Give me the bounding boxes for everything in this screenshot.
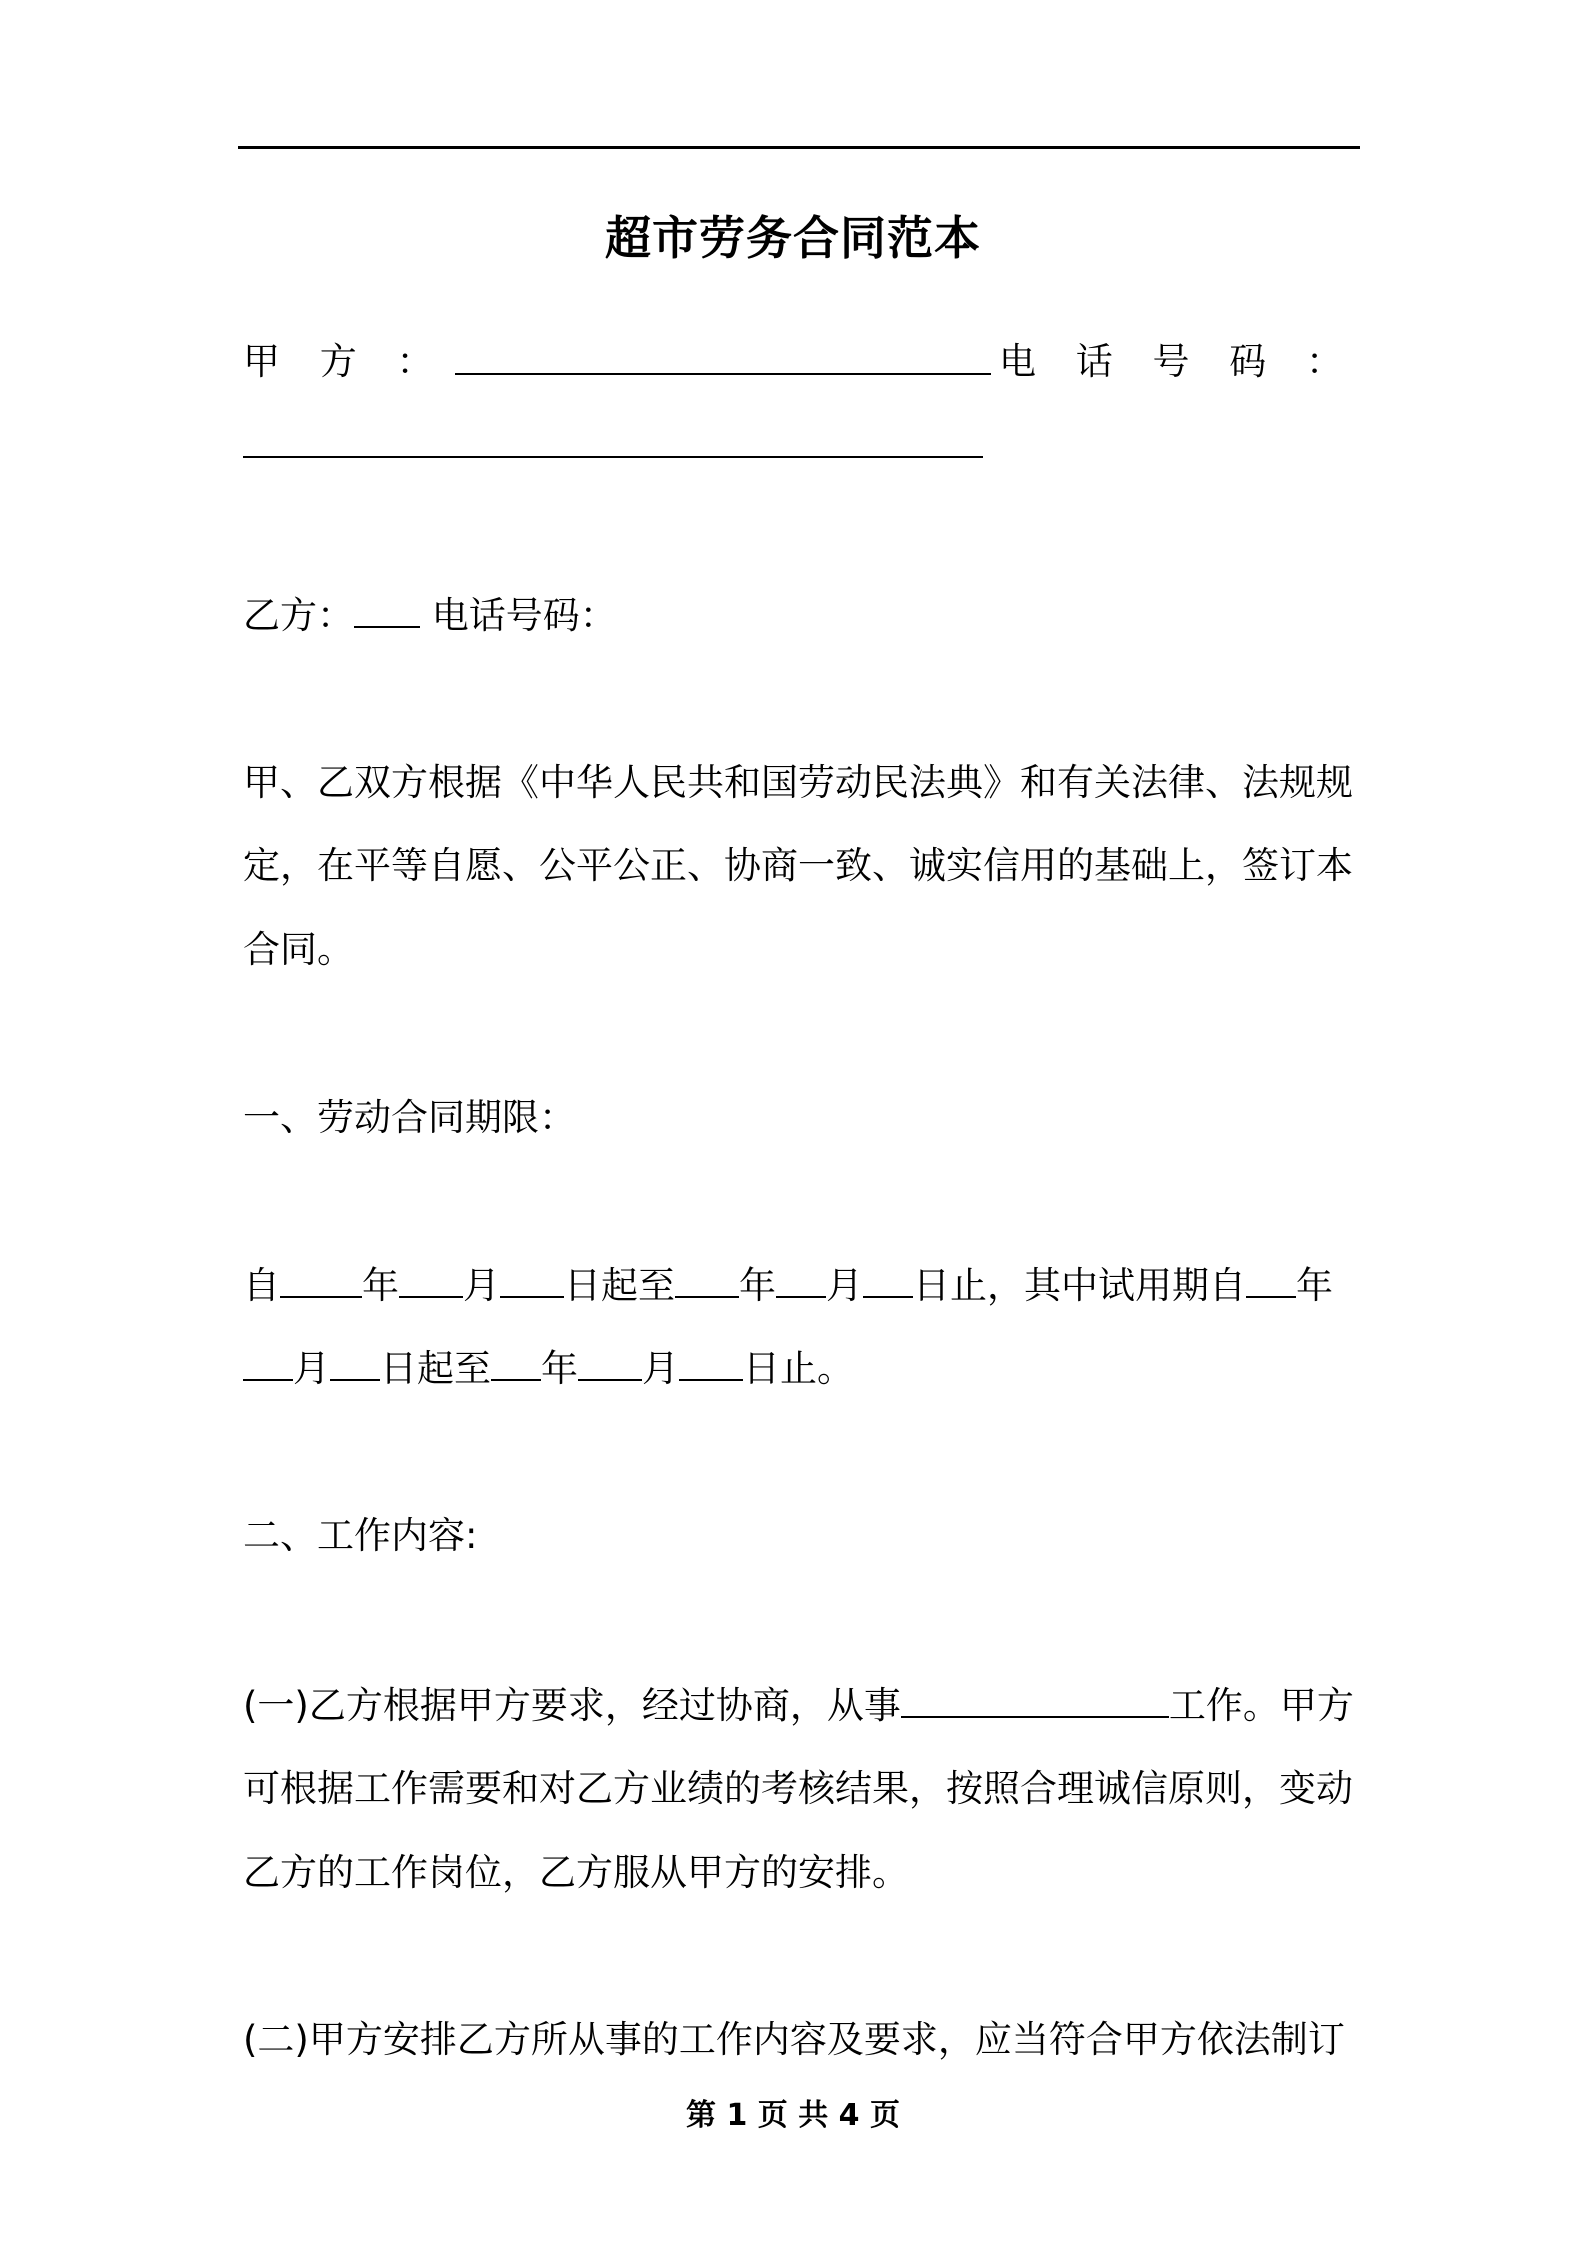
term-text: 月 xyxy=(826,1264,863,1307)
work-text: (一)乙方根据甲方要求，经过协商，从事 xyxy=(243,1684,901,1727)
section1-heading: 一、劳动合同期限： xyxy=(243,1096,576,1139)
probation-end-day-blank[interactable] xyxy=(679,1343,743,1381)
party-a-phone-blank[interactable] xyxy=(243,420,983,458)
probation-end-month-blank[interactable] xyxy=(578,1343,642,1381)
end-month-blank[interactable] xyxy=(776,1260,826,1298)
probation-start-month-blank[interactable] xyxy=(243,1343,293,1381)
start-year-blank[interactable] xyxy=(280,1260,362,1298)
intro-line-2: 定，在平等自愿、公平公正、协商一致、诚实信用的基础上，签订本 xyxy=(243,844,1353,887)
term-text: 日止。 xyxy=(743,1347,854,1390)
party-a-label: 甲 方 ： xyxy=(243,340,448,383)
party-b-line xyxy=(243,590,617,641)
work-item1-line-2: 可根据工作需要和对乙方业绩的考核结果，按照合理诚信原则，变动 xyxy=(243,1767,1353,1810)
job-blank[interactable] xyxy=(901,1680,1169,1718)
party-b-phone-label: 电话号码： xyxy=(431,594,617,637)
term-text: 月 xyxy=(293,1347,330,1390)
end-day-blank[interactable] xyxy=(863,1260,913,1298)
term-text: 日起至 xyxy=(380,1347,491,1390)
term-line-1 xyxy=(243,1260,1333,1311)
work-text: 工作。甲方 xyxy=(1168,1684,1354,1727)
section2-heading: 二、工作内容: xyxy=(243,1514,478,1557)
header-rule xyxy=(238,146,1360,149)
intro-line-3: 合同。 xyxy=(243,928,354,971)
term-line-2 xyxy=(243,1343,854,1394)
probation-end-year-blank[interactable] xyxy=(491,1343,541,1381)
term-text: 日止，其中试用期自 xyxy=(913,1264,1246,1307)
term-text: 年 xyxy=(541,1347,578,1390)
term-text: 年 xyxy=(1296,1264,1333,1307)
document-title: 超市劳务合同范本 xyxy=(605,211,981,265)
party-a-phone-line xyxy=(243,420,983,471)
term-text: 年 xyxy=(362,1264,399,1307)
party-a-phone-label: 电 话 号 码 ： xyxy=(998,340,1357,383)
work-item1-line-3: 乙方的工作岗位，乙方服从甲方的安排。 xyxy=(243,1851,909,1894)
party-b-name-blank[interactable] xyxy=(354,590,420,628)
term-text: 年 xyxy=(739,1264,776,1307)
term-text: 日起至 xyxy=(564,1264,675,1307)
work-item2-line-1: (二)甲方安排乙方所从事的工作内容及要求，应当符合甲方依法制订 xyxy=(243,2018,1345,2061)
party-a-name-blank[interactable] xyxy=(455,337,991,375)
party-a-line xyxy=(243,337,1357,387)
intro-line-1: 甲、乙双方根据《中华人民共和国劳动民法典》和有关法律、法规规 xyxy=(243,761,1353,804)
party-b-label: 乙方： xyxy=(243,594,354,637)
term-text: 自 xyxy=(243,1264,280,1307)
work-item1-line-1 xyxy=(243,1680,1354,1731)
end-year-blank[interactable] xyxy=(675,1260,739,1298)
page-footer: 第 1 页 共 4 页 xyxy=(686,2098,900,2133)
term-text: 月 xyxy=(642,1347,679,1390)
probation-start-day-blank[interactable] xyxy=(330,1343,380,1381)
start-month-blank[interactable] xyxy=(399,1260,463,1298)
term-text: 月 xyxy=(463,1264,500,1307)
probation-start-year-blank[interactable] xyxy=(1246,1260,1296,1298)
start-day-blank[interactable] xyxy=(500,1260,564,1298)
